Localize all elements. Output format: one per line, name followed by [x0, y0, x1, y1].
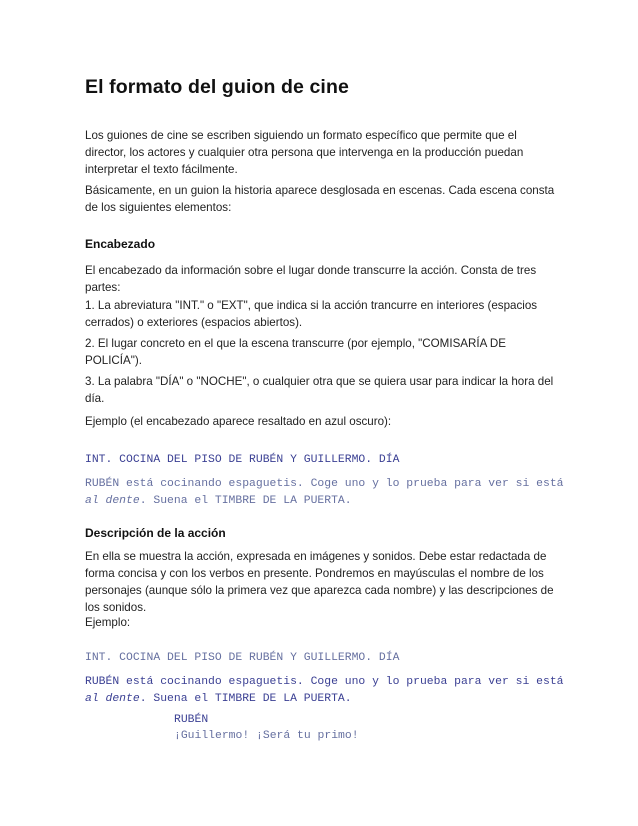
encabezado-paragraph: El encabezado da información sobre el lugar donde transcurre la acción. Consta de tres partes: — [85, 264, 537, 294]
encabezado-example-label: Ejemplo (el encabezado aparece resaltado en azul oscuro): — [85, 415, 392, 428]
example-action-1-text-b: . Suena el TIMBRE DE LA PUERTA. — [139, 495, 352, 507]
intro-paragraph-1: Los guiones de cine se escriben siguiendo un formato específico que permite que el director, los actores y cualquier otra persona que intervenga en la producción puedan interpretar el texto fácilmente. — [85, 129, 524, 176]
example-action-2-text-b: . Suena el TIMBRE DE LA PUERTA. — [139, 693, 352, 705]
encabezado-item-2: 2. El lugar concreto en el que la escena transcurre (por ejemplo, "COMISARÍA DE POLICÍA"). — [85, 337, 507, 367]
section-heading-encabezado: Encabezado — [85, 237, 156, 251]
example-action-2-italic: al dente — [85, 693, 140, 705]
example-action-1-text-a: RUBÉN está cocinando espaguetis. Coge uno y lo prueba para ver si está — [85, 478, 564, 490]
example-action-1-italic: al dente — [85, 495, 140, 507]
example-dialogue: ¡Guillermo! ¡Será tu primo! — [174, 730, 359, 742]
page-title: El formato del guion de cine — [85, 76, 349, 98]
example-scene-heading-1: INT. COCINA DEL PISO DE RUBÉN Y GUILLERMO. DÍA — [85, 454, 400, 466]
example-action-1 — [85, 476, 565, 510]
example-action-2 — [85, 674, 565, 708]
section-heading-descripcion: Descripción de la acción — [85, 526, 226, 540]
intro-paragraph-2: Básicamente, en un guion la historia aparece desglosada en escenas. Cada escena consta de los siguientes elementos: — [85, 184, 555, 214]
descripcion-example-label: Ejemplo: — [85, 616, 131, 629]
example-action-2-text-a: RUBÉN está cocinando espaguetis. Coge uno y lo prueba para ver si está — [85, 676, 564, 688]
descripcion-paragraph: En ella se muestra la acción, expresada en imágenes y sonidos. Debe estar redactada de forma concisa y con los verbos en presente. Pondremos en mayúsculas el nombre de los personajes (aunque sólo la primera vez que aparezca cada nombre) y las descripciones de los sonidos. — [85, 550, 554, 614]
example-character-name: RUBÉN — [174, 714, 209, 726]
encabezado-item-1: 1. La abreviatura "INT." o "EXT", que indica si la acción trancurre en interiores (espacios cerrados) o exteriores (espacios abiertos). — [85, 299, 538, 329]
example-scene-heading-2: INT. COCINA DEL PISO DE RUBÉN Y GUILLERMO. DÍA — [85, 652, 400, 664]
encabezado-item-3: 3. La palabra "DÍA" o "NOCHE", o cualquier otra que se quiera usar para indicar la hora del día. — [85, 375, 554, 405]
